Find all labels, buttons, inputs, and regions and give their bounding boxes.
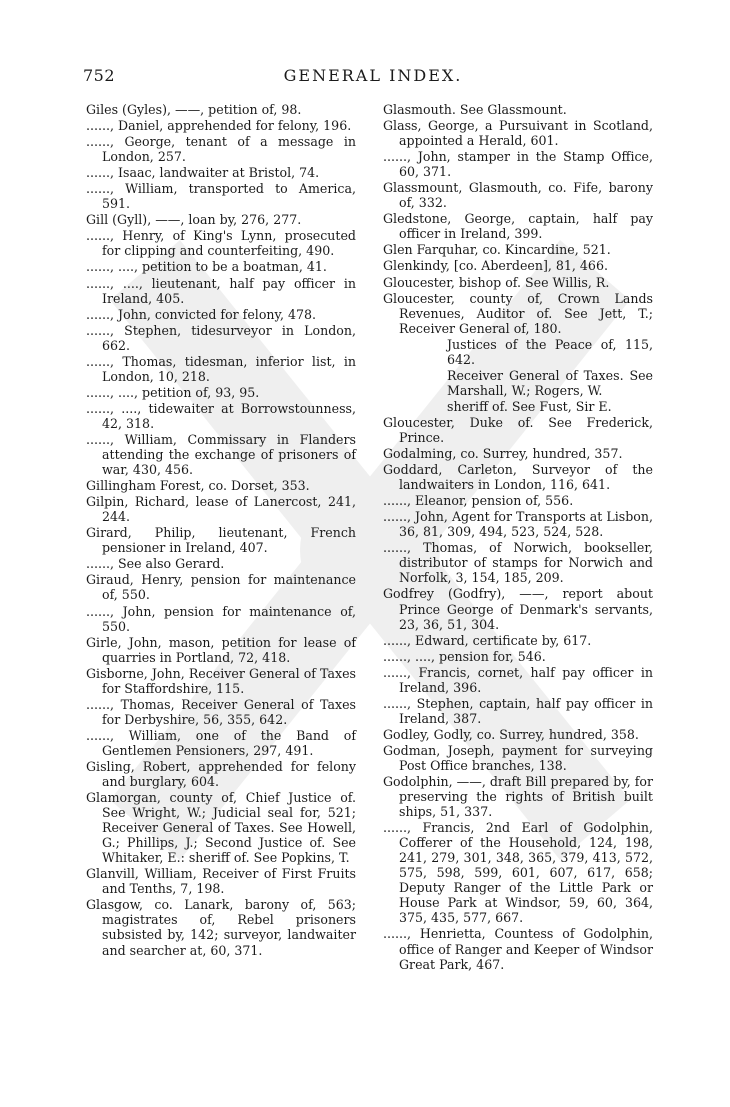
index-entry: Gloucester, Duke of. See Frederick, Prince. xyxy=(383,414,653,445)
index-entry: ......, William, one of the Band of Gentlemen Pensioners, 297, 491. xyxy=(86,727,356,758)
index-entry: Glamorgan, county of, Chief Justice of. See Wright, W.; Judicial seal for, 521; Receiver General of Taxes. See Howell, G.; Phillips, J.; Second Justice of. See Whitaker, E.: sheriff of. See Popkins, T. xyxy=(86,790,356,866)
index-entry: ......, Francis, cornet, half pay officer in Ireland, 396. xyxy=(383,664,653,695)
index-entry: Godfrey (Godfry), ——, report about Prince George of Denmark's servants, 23, 36, 51, 304. xyxy=(383,586,653,632)
index-entry: Gloucester, county of, Crown Lands Revenues, Auditor of. See Jett, T.; Receiver General of, 180. xyxy=(383,290,653,336)
index-subentry: sheriff of. See Fust, Sir E. xyxy=(447,398,612,414)
index-entry: Glass, George, a Pursuivant in Scotland, appointed a Herald, 601. xyxy=(383,118,653,149)
index-entry: Glasgow, co. Lanark, barony of, 563; magistrates of, Rebel prisoners subsisted by, 142; surveyor, landwaiter and searcher at, 60, 371. xyxy=(86,897,356,958)
index-entry: Gledstone, George, captain, half pay officer in Ireland, 399. xyxy=(383,211,653,242)
index-entry: Gisborne, John, Receiver General of Taxes for Staffordshire, 115. xyxy=(86,665,356,696)
index-entry: ......, ...., pension for, 546. xyxy=(383,648,546,664)
index-entry: Glassmount, Glasmouth, co. Fife, barony of, 332. xyxy=(383,180,653,211)
index-entry: ......, Stephen, tidesurveyor in London, 662. xyxy=(86,322,356,353)
index-entry: Glanvill, William, Receiver of First Fruits and Tenths, 7, 198. xyxy=(86,866,356,897)
index-entry: Godalming, co. Surrey, hundred, 357. xyxy=(383,446,623,462)
index-subentry: Receiver General of Taxes. See Marshall, W.; Rogers, W. xyxy=(447,367,653,398)
index-entry: Gillingham Forest, co. Dorset, 353. xyxy=(86,478,310,494)
index-entry: ......, Eleanor, pension of, 556. xyxy=(383,493,574,509)
page-title: GENERAL INDEX. xyxy=(283,66,463,85)
index-entry: Giles (Gyles), ——, petition of, 98. xyxy=(86,102,302,117)
index-entry: ......, Thomas, of Norwich, bookseller, distributor of stamps for Norwich and Norfolk, 3, 154, 185, 209. xyxy=(383,540,653,586)
index-entry: ......, John, convicted for felony, 478. xyxy=(86,306,316,322)
index-entry: ......, Thomas, Receiver General of Taxes for Derbyshire, 56, 355, 642. xyxy=(86,696,356,727)
index-entry: ......, ...., petition of, 93, 95. xyxy=(86,384,260,400)
index-entry: ......, John, pension for maintenance of, 550. xyxy=(86,603,356,634)
index-entry: ......, Henry, of King's Lynn, prosecuted for clipping and counterfeiting, 490. xyxy=(86,228,356,259)
index-column-right xyxy=(383,102,653,973)
index-entry: Gill (Gyll), ——, loan by, 276, 277. xyxy=(86,212,302,228)
index-entry: ......, Francis, 2nd Earl of Godolphin, Cofferer of the Household, 124, 198, 241, 279, 301, 348, 365, 379, 413, 572, 575, 598, 599, 601, 607, 617, 658; Deputy Ranger of the Little Park or House Park at Windsor, 59, 60, 364, 375, 435, 577, 667. xyxy=(383,820,653,926)
page-header xyxy=(83,66,663,90)
index-entry: Girle, John, mason, petition for lease of quarries in Portland, 72, 418. xyxy=(86,634,356,665)
index-entry: ......, John, stamper in the Stamp Office, 60, 371. xyxy=(383,149,653,180)
index-entry: ......, See also Gerard. xyxy=(86,556,225,572)
index-entry: ......, William, Commissary in Flanders attending the exchange of prisoners of war, 430, 456. xyxy=(86,431,356,478)
index-entry: Girard, Philip, lieutenant, French pensioner in Ireland, 407. xyxy=(86,525,356,556)
index-entry: ......, Edward, certificate by, 617. xyxy=(383,632,592,648)
index-entry: ......, Isaac, landwaiter at Bristol, 74. xyxy=(86,165,320,181)
index-entry: ......, William, transported to America, 591. xyxy=(86,181,356,212)
index-entry: Gloucester, bishop of. See Willis, R. xyxy=(383,274,610,290)
index-column-left xyxy=(86,102,356,959)
index-entry: ......, ...., lieutenant, half pay officer in Ireland, 405. xyxy=(86,275,356,306)
index-entry: Goddard, Carleton, Surveyor of the landwaiters in London, 116, 641. xyxy=(383,462,653,493)
index-entry: ......, ...., petition to be a boatman, 41. xyxy=(86,259,327,275)
index-entry: ......, Henrietta, Countess of Godolphin, office of Ranger and Keeper of Windsor Great Park, 467. xyxy=(383,926,653,972)
index-entry: Glenkindy, [co. Aberdeen], 81, 466. xyxy=(383,258,608,274)
index-entry: ......, George, tenant of a message in London, 257. xyxy=(86,134,356,165)
index-entry: Godman, Joseph, payment for surveying Post Office branches, 138. xyxy=(383,742,653,773)
index-entry: Glasmouth. See Glassmount. xyxy=(383,102,567,117)
index-entry: Giraud, Henry, pension for maintenance of, 550. xyxy=(86,572,356,603)
index-entry: ......, ...., tidewaiter at Borrowstounness, 42, 318. xyxy=(86,400,356,431)
index-entry: Godley, Godly, co. Surrey, hundred, 358. xyxy=(383,726,639,742)
index-entry: ......, Thomas, tidesman, inferior list, in London, 10, 218. xyxy=(86,353,356,384)
index-entry: ......, John, Agent for Transports at Lisbon, 36, 81, 309, 494, 523, 524, 528. xyxy=(383,509,653,540)
page-number: 752 xyxy=(83,66,116,85)
index-entry: Gisling, Robert, apprehended for felony and burglary, 604. xyxy=(86,758,356,790)
index-entry: Glen Farquhar, co. Kincardine, 521. xyxy=(383,242,611,258)
index-entry: Godolphin, ——, draft Bill prepared by, for preserving the rights of British built ships, 51, 337. xyxy=(383,774,653,820)
index-subentry: Justices of the Peace of, 115, 642. xyxy=(447,336,653,367)
index-entry: ......, Stephen, captain, half pay officer in Ireland, 387. xyxy=(383,695,653,726)
index-entry: Gilpin, Richard, lease of Lanercost, 241, 244. xyxy=(86,494,356,525)
index-entry: ......, Daniel, apprehended for felony, 196. xyxy=(86,118,352,134)
